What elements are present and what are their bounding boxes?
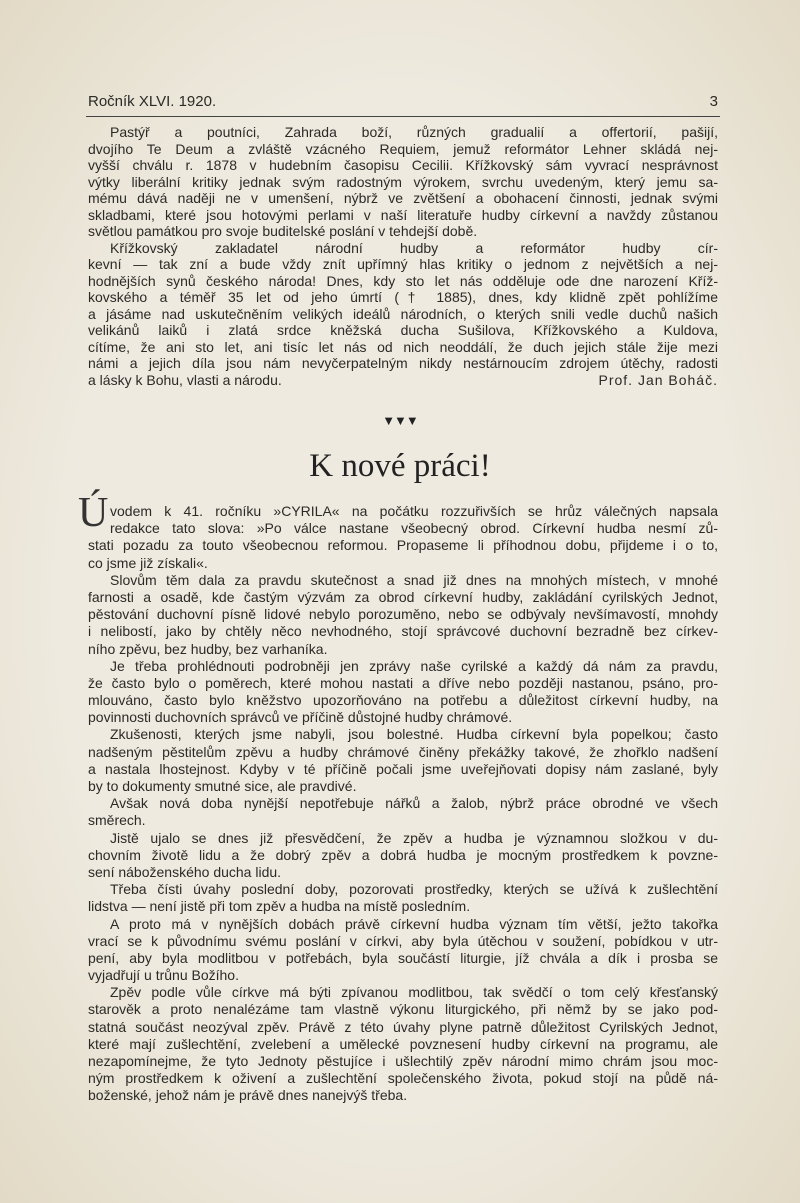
line-text: a nastala lhostejnost. Kdyby v té příčině počali jsme uveřejňovati dopisy nám zaslané, byly: [88, 760, 718, 777]
line-text: redakce tato slova: »Po válce nastane všeobecný obrod. Církevní hudba nesmí zů-: [110, 520, 718, 537]
text-line: [88, 1070, 718, 1087]
line-text: že často bylo o poměrech, které mohou nastati a dříve nebo později nastanou, psáno, pro-: [88, 674, 718, 691]
line-text: pení, aby byla modlitbou v potřebách, byla součástí liturgie, jíž chvála a dík i prosba se: [88, 949, 718, 966]
line-text: dvojího Te Deum a zvláště vzácného Requiem, jemuž reformátor Lehner skládá nej-: [88, 140, 718, 157]
paragraph: [88, 240, 718, 389]
line-text: které mají zušlechtění, zvelebení a umělecké povznesení hudby církevní na programu, ale: [88, 1035, 718, 1052]
text-line: [88, 761, 718, 778]
line-text: i nelibostí, jako by chtěly něco nevhodného, stojí správcové duchovní bezradně bez církev-: [88, 623, 718, 640]
line-text: Pastýř a poutníci, Zahrada boží, různých gradualií a offertorií, pašijí,: [110, 124, 718, 140]
line-text: starověk a proto nenalézáme tam vlastně výkonu liturgického, při němž by se jako pod-: [88, 1001, 718, 1018]
line-text: mlouváno, často bylo kněžstvo upozorňováno na potřebu a důležitost církevní hudby, na: [88, 692, 718, 709]
text-line: [88, 157, 718, 174]
article-1: [88, 124, 718, 388]
author-signature: Prof. Jan Boháč.: [598, 371, 718, 388]
text-line: [88, 174, 718, 191]
paragraph: [88, 503, 718, 572]
line-text: vodem k 41. ročníku »CYRILA« na počátku rozzuřivších se hrůz válečných napsala: [110, 503, 718, 519]
paragraph: [88, 916, 718, 985]
line-text: boženské, jehož nám je právě dnes nanejvýš třeba.: [88, 1087, 408, 1104]
line-text: kevní — tak zní a bude vždy znít upřímný hlas kritiky o jednom z největších a nej-: [88, 256, 718, 272]
line-text: lidstva — není jistě při tom zpěv a hudba na místě posledním.: [88, 898, 471, 915]
line-text: Křížkovský zakladatel národní hudby a reformátor hudby cír-: [110, 239, 718, 256]
text-line: [88, 675, 718, 692]
text-line: [88, 709, 718, 726]
text-line: [88, 520, 718, 537]
line-text: vyšší chválu r. 1878 v hudebním časopisu Cecilii. Křížkovský sám vyvrací nesprávnost: [88, 157, 718, 173]
text-line: [88, 830, 718, 847]
text-line: [88, 289, 718, 306]
text-line: [88, 623, 718, 640]
line-text: směrech.: [88, 812, 146, 829]
line-text: Slovům těm dala za pravdu skutečnost a snad již dnes na mnohých místech, v mnohé: [110, 571, 718, 588]
text-line: [88, 240, 718, 257]
page-header: [88, 93, 718, 113]
line-text: ným prostředkem k oživení a zušlechtění společenského života, pokud stojí na půdě ná-: [88, 1070, 718, 1087]
line-text: farnosti a osadě, kde častým výzvám za obrod církevní hudby, zakládání cyrilských Jednot,: [88, 588, 718, 605]
text-line: [88, 190, 718, 207]
text-line: [88, 916, 718, 933]
paragraph: [88, 572, 718, 658]
line-text: sení náboženského ducha lidu.: [88, 863, 282, 880]
text-line: [88, 223, 718, 240]
text-line: [88, 124, 718, 141]
article-2: [78, 490, 718, 1105]
text-line: [88, 950, 718, 967]
drop-cap: Ú: [78, 490, 109, 536]
paragraph: [88, 658, 718, 727]
line-text: námi a jejich díla jsou nám nevyčerpatelným nikdy nestárnoucím zdrojem útěchy, radosti: [88, 355, 718, 371]
line-text: stati pozadu za touto všeobecnou reformou. Propaseme li příhodnou dobu, přijdeme i o to,: [88, 537, 718, 554]
text-line: [88, 1019, 718, 1036]
text-line: [88, 1053, 718, 1070]
text-line: [88, 572, 718, 589]
text-line: [88, 256, 718, 273]
line-text: Třeba čísti úvahy poslední doby, pozorovati prostředky, kterých se užívá k zušlechtění: [110, 881, 718, 898]
text-line: [88, 372, 718, 389]
text-line: [88, 555, 718, 572]
text-line: [88, 503, 718, 520]
line-text: Zpěv podle vůle církve má býti zpívanou modlitbou, tak svědčí o tom celý křesťanský: [110, 984, 718, 1001]
line-text: Avšak nová doba nynější nepotřebuje nářků a žalob, nýbrž práce obrodné ve všech: [110, 795, 718, 812]
text-line: [88, 692, 718, 709]
text-line: [88, 984, 718, 1001]
line-text: velikánů laiků i zlatá srdce kněžská ducha Sušilova, Křížkovského a Kuldova,: [88, 322, 718, 338]
text-line: [88, 795, 718, 812]
line-text: výtky liberální kritiky jednak svým radostným výrokem, svrchu uvedeným, který jemu sa-: [88, 173, 718, 190]
text-line: [88, 933, 718, 950]
text-line: [88, 812, 718, 829]
text-line: [88, 589, 718, 606]
line-text: statná součást neozýval zpěv. Právě z této úvahy plyne patrně důležitost Cyrilských Jednot,: [88, 1018, 718, 1035]
paragraph: [88, 984, 718, 1104]
paragraph: [88, 881, 718, 915]
line-text: A proto má v nynějších dobách právě církevní hudba význam tím větší, ježto takořka: [110, 915, 718, 932]
line-text: co jsme již získali«.: [88, 554, 208, 571]
text-line: [88, 778, 718, 795]
line-text: vrací se k původnímu svému poslání v církvi, aby byla útěchou v soužení, pobídkou v utr-: [88, 932, 718, 949]
text-line: [88, 864, 718, 881]
line-text: Je třeba prohlédnouti podrobněji jen zprávy naše cyrilské a každý dá nám za pravdu,: [110, 657, 718, 674]
line-text: nadšeným pěstitelům zpěvu a hudby chrámové činěny překážky takové, že zhořklo nadšení: [88, 743, 718, 760]
line-text: hodnějších synů českého národa! Dnes, kdy sto let nás odděluje ode dne narození Kříž-: [88, 272, 718, 289]
line-text: mému dává naději ne v umenšení, nýbrž ve zvětšení a obohacení činnosti, jednak svými: [88, 190, 718, 206]
line-text: nezapomínejme, že tyto Jednoty pěstujíce i ušlechtilý zpěv národní mimo chrám jsou moc-: [88, 1053, 718, 1069]
header-rule: [86, 116, 720, 117]
text-line: [88, 537, 718, 554]
page-number: 3: [709, 93, 718, 110]
text-line: [88, 881, 718, 898]
text-line: [88, 744, 718, 761]
text-line: [88, 967, 718, 984]
article-title: K nové práci!: [309, 448, 491, 484]
text-line: [88, 141, 718, 158]
text-line: [88, 1036, 718, 1053]
text-line: [88, 726, 718, 743]
text-line: [88, 306, 718, 323]
text-line: [88, 1087, 718, 1104]
text-line: [88, 847, 718, 864]
line-text: ního zpěvu, bez hudby, bez varhaníka.: [88, 640, 328, 657]
text-line: [88, 606, 718, 623]
text-line: [88, 641, 718, 658]
running-head: Ročník XLVI. 1920.: [88, 93, 217, 110]
line-text: a jásáme nad uskutečněním velikých ideálů národních, o kterých snili vedle duchů našich: [88, 305, 718, 322]
line-text: by to dokumenty smutné sice, ale pravdivé.: [88, 778, 357, 794]
line-text: vyjadřují u trůnu Božího.: [88, 967, 239, 984]
text-line: [88, 322, 718, 339]
paragraph: [88, 726, 718, 795]
line-text: Zkušenosti, kterých jsme nabyli, jsou bolestné. Hudba církevní byla popelkou; často: [110, 726, 718, 743]
text-line: [88, 339, 718, 356]
line-text: kovského a téměř 35 let od jeho úmrtí († 1885), dnes, kdy klidně zpět pohlížíme: [88, 289, 718, 305]
line-text: chovním životě lidu a že dobrý zpěv a dobrá hudba je mocným prostředkem k povzne-: [88, 846, 718, 863]
paragraph: [88, 830, 718, 882]
line-text: a lásky k Bohu, vlasti a národu.: [88, 371, 282, 388]
ornament-triangles: ▼▼▼: [382, 413, 418, 428]
text-line: [88, 355, 718, 372]
text-line: [88, 658, 718, 675]
text-line: [88, 1001, 718, 1018]
line-text: Jistě ujalo se dnes již přesvědčení, že zpěv a hudba je významnou složkou v du-: [110, 829, 718, 846]
paragraph: [88, 795, 718, 829]
line-text: světlou památkou pro svoje buditelské poslání v tehdejší době.: [88, 223, 478, 239]
text-line: [88, 207, 718, 224]
text-line: [88, 898, 718, 915]
line-text: cítíme, že ani sto let, ani tisíc let nás od nich neoddálí, že duch jejich stále žije mezi: [88, 338, 718, 355]
line-text: povinnosti duchovních správců ve příčině důstojné hudby chrámové.: [88, 709, 513, 726]
line-text: skladbami, které jsou hotovými perlami v naší literatuře hudby církevní a navždy zůstanou: [88, 206, 718, 223]
text-line: [88, 273, 718, 290]
paragraph: [88, 124, 718, 240]
line-text: pěstování duchovní písně lidové nebylo porozuměno, nebo se odbývaly nevšímavostí, mnohdy: [88, 606, 718, 623]
